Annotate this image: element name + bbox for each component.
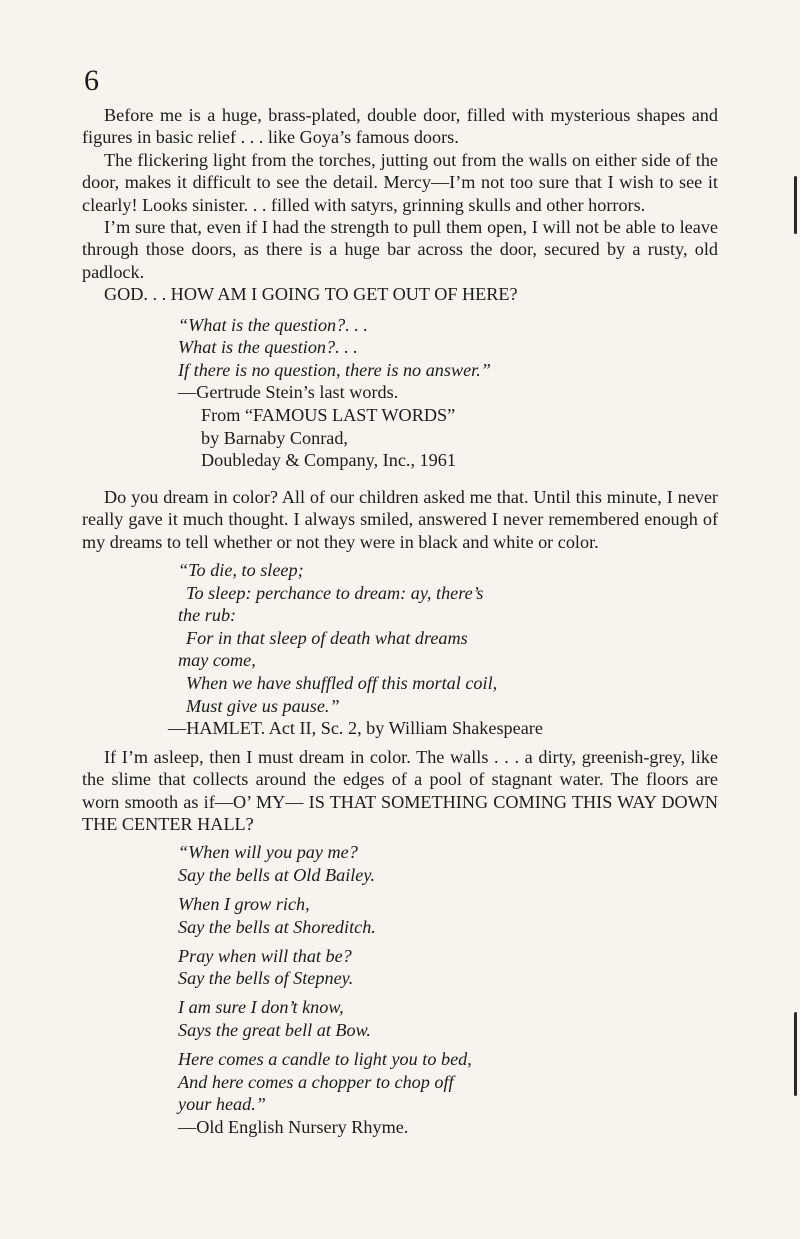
- paragraph-doors: Before me is a huge, brass-plated, double door, filled with mysterious shapes and figures in basic relief . . . like Goya’s famous doors.: [82, 105, 718, 148]
- paragraph-dream-color: Do you dream in color? All of our children asked me that. Until this minute, I never really gave it much thought. I always smiled, answered I never remembered enough of my dreams to tell whether or not they were in black and white or color.: [82, 486, 718, 552]
- paragraph-asleep: If I’m asleep, then I must dream in color. The walls . . . a dirty, greenish-grey, like the slime that collects around the edges of a pool of stagnant water. The floors are worn smooth as if—O’ MY— IS THAT SOMETHING COMING THIS WAY DOWN THE CENTER HALL?: [82, 746, 718, 834]
- rhyme-stanza: [178, 841, 718, 887]
- paragraph-exclamation: GOD. . . HOW AM I GOING TO GET OUT OF HERE?: [104, 284, 518, 305]
- quote-line: If there is no question, there is no answer.”: [178, 359, 491, 380]
- quote-line: Says the great bell at Bow.: [178, 1019, 371, 1040]
- staple-mark-top: [794, 176, 797, 234]
- quote-line: Must give us pause.”: [186, 695, 340, 716]
- quote-line: “When will you pay me?: [178, 842, 358, 863]
- rhyme-stanza: [178, 1048, 718, 1116]
- quote-source: From “FAMOUS LAST WORDS”: [201, 405, 456, 426]
- quote-line: Say the bells at Shoreditch.: [178, 916, 376, 937]
- quote-rhyme: [178, 841, 718, 1139]
- page-number: 6: [84, 64, 99, 97]
- rhyme-stanza: [178, 945, 718, 991]
- rhyme-stanza: [178, 893, 718, 939]
- quote-line: Here comes a candle to light you to bed,: [178, 1048, 472, 1069]
- quote-line: may come,: [178, 650, 256, 671]
- quote-line: your head.”: [178, 1094, 266, 1115]
- quote-line: What is the question?. . .: [178, 337, 358, 358]
- quote-source: by Barnaby Conrad,: [201, 427, 348, 448]
- quote-line: And here comes a chopper to chop off: [178, 1071, 454, 1092]
- quote-line: the rub:: [178, 605, 237, 626]
- quote-source: Doubleday & Company, Inc., 1961: [201, 450, 456, 471]
- quote-line: When I grow rich,: [178, 894, 310, 914]
- quote-hamlet: [178, 559, 718, 717]
- rhyme-stanza: [178, 996, 718, 1042]
- quote-line: “To die, to sleep;: [178, 560, 304, 581]
- staple-mark-bottom: [794, 1012, 797, 1096]
- page-content: [82, 104, 718, 1139]
- quote-line: To sleep: perchance to dream: ay, there’s: [186, 582, 484, 603]
- quote-attribution: —Gertrude Stein’s last words.: [178, 382, 399, 403]
- quote-attribution: —HAMLET. Act II, Sc. 2, by William Shakespeare: [168, 718, 543, 739]
- quote-attribution: —Old English Nursery Rhyme.: [178, 1117, 409, 1138]
- quote-stein: [178, 314, 718, 472]
- paragraph-torches: The flickering light from the torches, jutting out from the walls on either side of the door, makes it difficult to see the detail. Mercy—I’m not too sure that I wish to see it clearly! Looks sinister. . . filled with satyrs, grinning skulls and other horrors.: [82, 149, 718, 215]
- quote-line: Pray when will that be?: [178, 945, 352, 966]
- quote-line: I am sure I don’t know,: [178, 997, 344, 1018]
- paragraph-padlock: I’m sure that, even if I had the strength to pull them open, I will not be able to leave through those doors, as there is a huge bar across the door, secured by a rusty, old padlock.: [82, 217, 718, 282]
- quote-line: Say the bells at Old Bailey.: [178, 865, 375, 886]
- quote-line: For in that sleep of death what dreams: [186, 627, 468, 648]
- quote-line: “What is the question?. . .: [178, 314, 368, 335]
- quote-line: When we have shuffled off this mortal coil,: [186, 673, 498, 693]
- quote-line: Say the bells of Stepney.: [178, 968, 354, 989]
